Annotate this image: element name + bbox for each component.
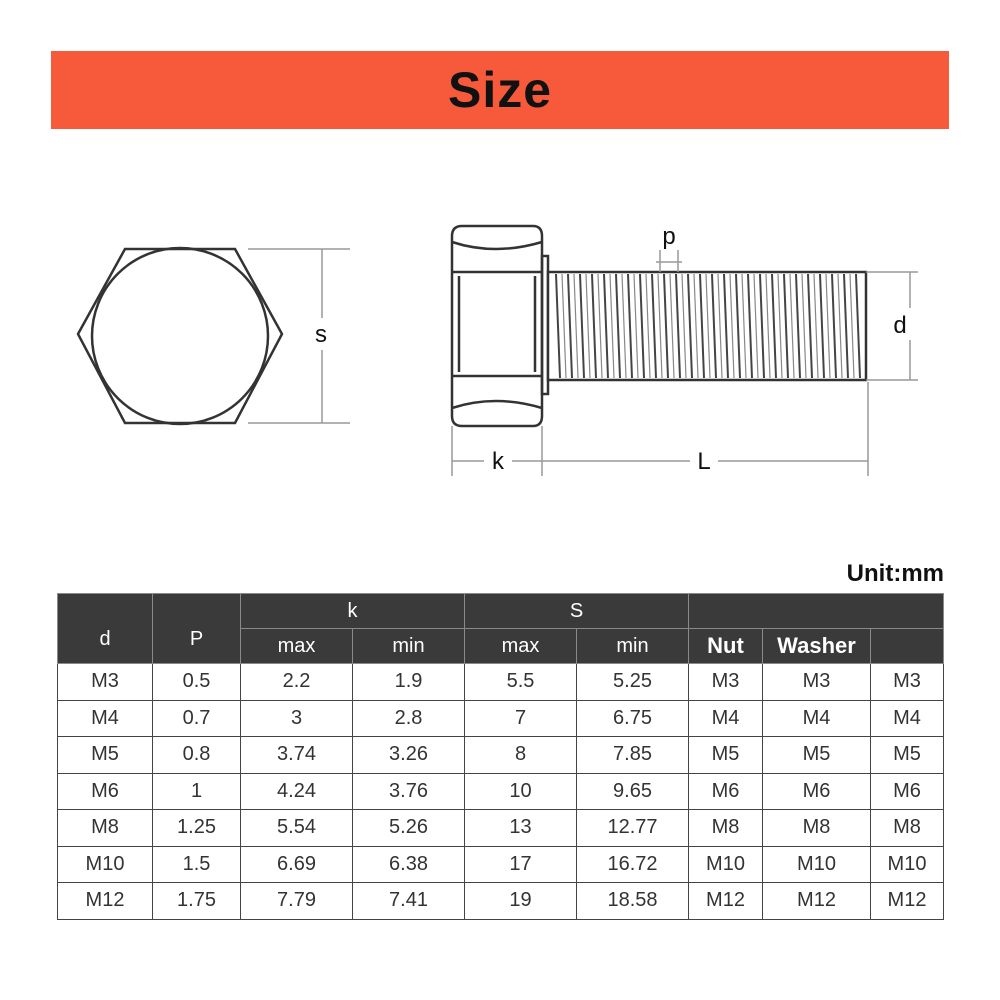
- cell-s-max: 19: [465, 883, 577, 920]
- table-row: [58, 846, 944, 883]
- cell-washer: M12: [763, 883, 871, 920]
- cell-k-max: 3: [241, 700, 353, 737]
- header-extra-group: [689, 594, 944, 629]
- cell-s-min: 7.85: [577, 737, 689, 774]
- header-s-min: min: [577, 629, 689, 664]
- table-header-row-1: [58, 594, 944, 629]
- table-row: [58, 773, 944, 810]
- cell-p: 1.75: [153, 883, 241, 920]
- dimension-s: [248, 249, 350, 423]
- label-d: d: [893, 312, 907, 339]
- cell-k-min: 6.38: [353, 846, 465, 883]
- cell-extra: M12: [871, 883, 944, 920]
- cell-s-max: 13: [465, 810, 577, 847]
- cell-k-max: 7.79: [241, 883, 353, 920]
- cell-p: 1.5: [153, 846, 241, 883]
- table-body: [58, 664, 944, 920]
- hex-head-top-view: [78, 248, 282, 424]
- label-k: k: [492, 448, 504, 475]
- header-k-group: k: [241, 594, 465, 629]
- cell-extra: M10: [871, 846, 944, 883]
- cell-nut: M8: [689, 810, 763, 847]
- cell-d: M4: [58, 700, 153, 737]
- dimension-k-L: [452, 382, 868, 476]
- table-row: [58, 883, 944, 920]
- header-k-max: max: [241, 629, 353, 664]
- cell-k-min: 5.26: [353, 810, 465, 847]
- cell-p: 1.25: [153, 810, 241, 847]
- cell-p: 0.8: [153, 737, 241, 774]
- label-p: p: [662, 223, 676, 250]
- table-row: [58, 664, 944, 701]
- cell-extra: M4: [871, 700, 944, 737]
- cell-d: M10: [58, 846, 153, 883]
- cell-k-max: 2.2: [241, 664, 353, 701]
- header-s-max: max: [465, 629, 577, 664]
- cell-nut: M12: [689, 883, 763, 920]
- label-s: s: [315, 321, 327, 348]
- cell-d: M6: [58, 773, 153, 810]
- cell-k-min: 3.76: [353, 773, 465, 810]
- cell-washer: M4: [763, 700, 871, 737]
- cell-nut: M6: [689, 773, 763, 810]
- cell-k-max: 5.54: [241, 810, 353, 847]
- cell-s-min: 6.75: [577, 700, 689, 737]
- dimension-p: [656, 250, 682, 272]
- cell-p: 1: [153, 773, 241, 810]
- cell-d: M3: [58, 664, 153, 701]
- cell-s-max: 8: [465, 737, 577, 774]
- cell-s-min: 9.65: [577, 773, 689, 810]
- cell-extra: M6: [871, 773, 944, 810]
- cell-nut: M4: [689, 700, 763, 737]
- cell-s-max: 5.5: [465, 664, 577, 701]
- cell-extra: M3: [871, 664, 944, 701]
- cell-s-max: 17: [465, 846, 577, 883]
- cell-washer: M3: [763, 664, 871, 701]
- cell-k-max: 4.24: [241, 773, 353, 810]
- cell-s-min: 5.25: [577, 664, 689, 701]
- banner-title: Size: [447, 62, 553, 118]
- bolt-head-side-view: [452, 226, 548, 426]
- unit-label: Unit:mm: [846, 560, 944, 587]
- header-p: P: [153, 594, 241, 664]
- table-row: [58, 737, 944, 774]
- cell-nut: M3: [689, 664, 763, 701]
- cell-k-min: 2.8: [353, 700, 465, 737]
- cell-k-min: 7.41: [353, 883, 465, 920]
- header-extra: [871, 629, 944, 664]
- label-L: L: [697, 448, 711, 475]
- cell-extra: M8: [871, 810, 944, 847]
- cell-s-min: 18.58: [577, 883, 689, 920]
- header-k-min: min: [353, 629, 465, 664]
- cell-s-min: 12.77: [577, 810, 689, 847]
- cell-k-max: 3.74: [241, 737, 353, 774]
- cell-washer: M10: [763, 846, 871, 883]
- cell-washer: M6: [763, 773, 871, 810]
- cell-s-max: 7: [465, 700, 577, 737]
- cell-k-min: 1.9: [353, 664, 465, 701]
- header-nut: Nut: [689, 629, 763, 664]
- cell-p: 0.5: [153, 664, 241, 701]
- cell-k-max: 6.69: [241, 846, 353, 883]
- cell-d: M8: [58, 810, 153, 847]
- table-row: [58, 700, 944, 737]
- threaded-shank: [548, 272, 866, 380]
- cell-extra: M5: [871, 737, 944, 774]
- cell-d: M5: [58, 737, 153, 774]
- header-d: d: [58, 594, 153, 664]
- spec-table: [57, 593, 944, 920]
- cell-s-max: 10: [465, 773, 577, 810]
- header-washer: Washer: [763, 629, 871, 664]
- cell-nut: M5: [689, 737, 763, 774]
- cell-d: M12: [58, 883, 153, 920]
- table-row: [58, 810, 944, 847]
- cell-washer: M8: [763, 810, 871, 847]
- cell-s-min: 16.72: [577, 846, 689, 883]
- dimension-d: [866, 272, 918, 380]
- header-s-group: S: [465, 594, 689, 629]
- cell-p: 0.7: [153, 700, 241, 737]
- cell-washer: M5: [763, 737, 871, 774]
- cell-nut: M10: [689, 846, 763, 883]
- cell-k-min: 3.26: [353, 737, 465, 774]
